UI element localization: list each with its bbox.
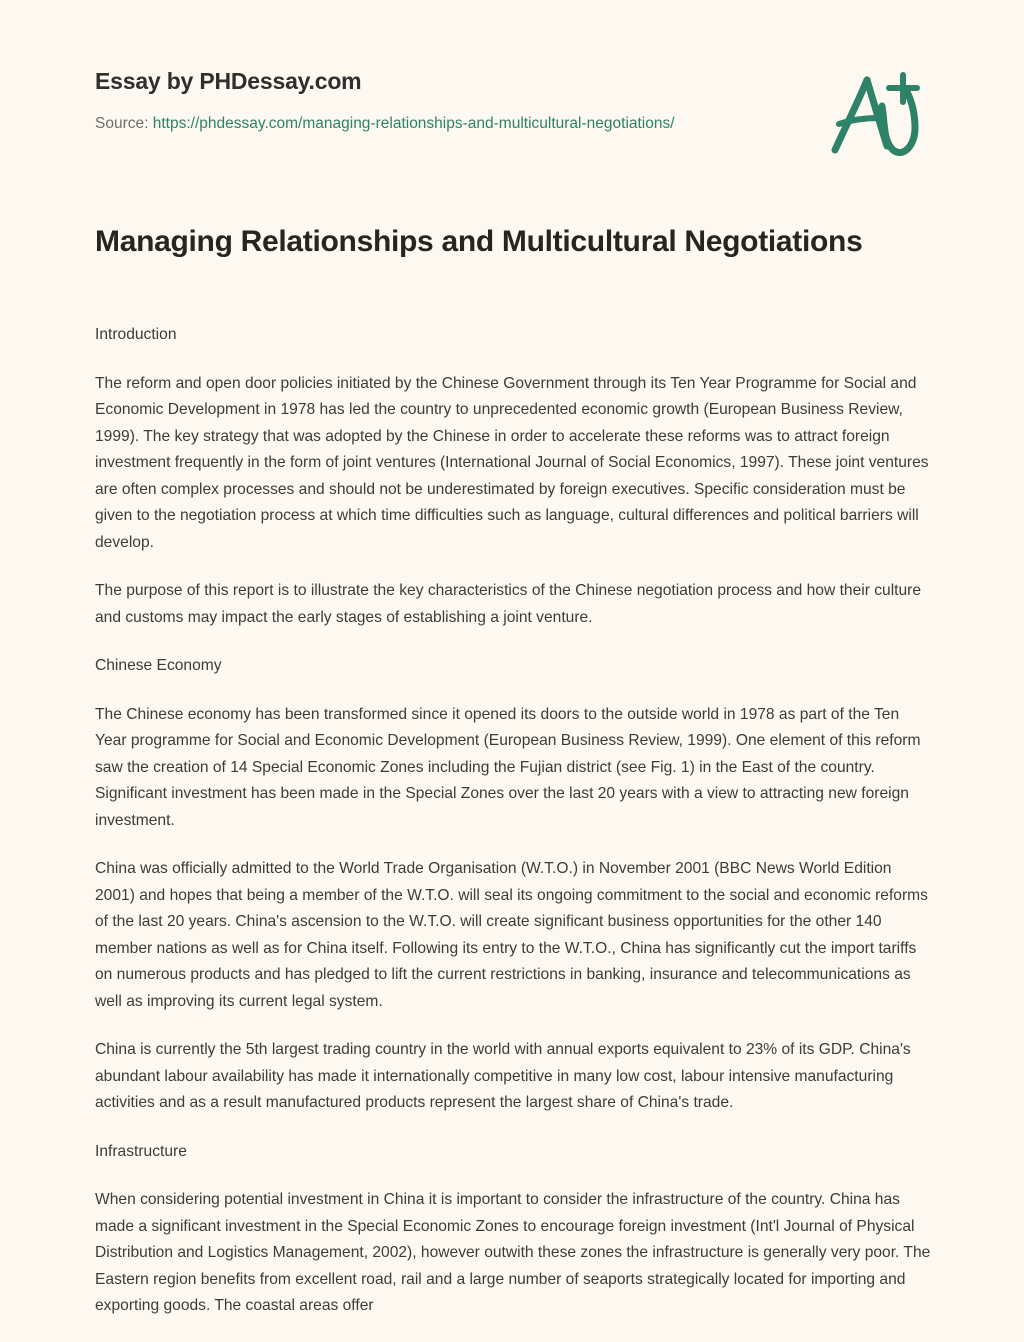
source-label: Source:: [95, 115, 149, 132]
body-paragraph: The reform and open door policies initiated by the Chinese Government through its Ten Year Programme for Social and Economic Development in 1978 has led the country to unprecedented economic growth (European Business Review, 1999). The key strategy that was adopted by the Chinese in order to accelerate these reforms was to attract foreign investment frequently in the form of joint ventures (International Journal of Social Economics, 1997). These joint ventures are often complex processes and should not be underestimated by foreign executives. Specific consideration must be given to the negotiation process at which time difficulties such as language, cultural differences and political barriers will develop.: [95, 374, 929, 551]
section-heading: Introduction: [95, 326, 177, 343]
a-plus-logo: [825, 66, 930, 166]
body-paragraph: When considering potential investment in China it is important to consider the infrastructure of the country. China has made a significant investment in the Special Economic Zones to encourage foreign investment (Int'l Journal of Physical Distribution and Logistics Management, 2002), however outwith these zones the infrastructure is generally very poor. The Eastern region benefits from excellent road, rail and a large number of seaports strategically located for importing and exporting goods. The coastal areas offer: [95, 1191, 931, 1314]
body-paragraph: China was officially admitted to the World Trade Organisation (W.T.O.) in November 2001 (BBC News World Edition 2001) and hopes that being a member of the W.T.O. will seal its ongoing commitment to the social and economic reforms of the last 20 years. China's ascension to the W.T.O. will create significant business opportunities for the other 140 member nations as well as for China itself. Following its entry to the W.T.O., China has significantly cut the import tariffs on numerous products and has pledged to lift the current restrictions in banking, insurance and telecommunications as well as improving its current legal system.: [95, 860, 928, 1010]
page-header: [95, 66, 930, 166]
body-paragraph: China is currently the 5th largest trading country in the world with annual exports equivalent to 23% of its GDP. China's abundant labour availability has made it internationally competitive in many low cost, labour intensive manufacturing activities and as a result manufactured products represent the largest share of China's trade.: [95, 1041, 911, 1111]
body-paragraph: The purpose of this report is to illustrate the key characteristics of the Chinese negotiation process and how their culture and customs may impact the early stages of establishing a joint venture.: [95, 582, 922, 626]
source-url-link[interactable]: https://phdessay.com/managing-relationships-and-multicultural-negotiations/: [152, 115, 675, 132]
section-heading: Chinese Economy: [95, 657, 222, 674]
essay-body: [95, 322, 933, 1342]
page-title: Managing Relationships and Multicultural Negotiations: [95, 225, 863, 258]
body-paragraph: The Chinese economy has been transformed since it opened its doors to the outside world in 1978 as part of the Ten Year programme for Social and Economic Development (European Business Review, 1999). One element of this reform saw the creation of 14 Special Economic Zones including the Fujian district (see Fig. 1) in the East of the country. Significant investment has been made in the Special Zones over the last 20 years with a view to attracting new foreign investment.: [95, 705, 921, 829]
brand-title: Essay by PHDessay.com: [95, 68, 362, 94]
section-heading: Infrastructure: [95, 1142, 187, 1160]
source-line: [95, 113, 930, 135]
